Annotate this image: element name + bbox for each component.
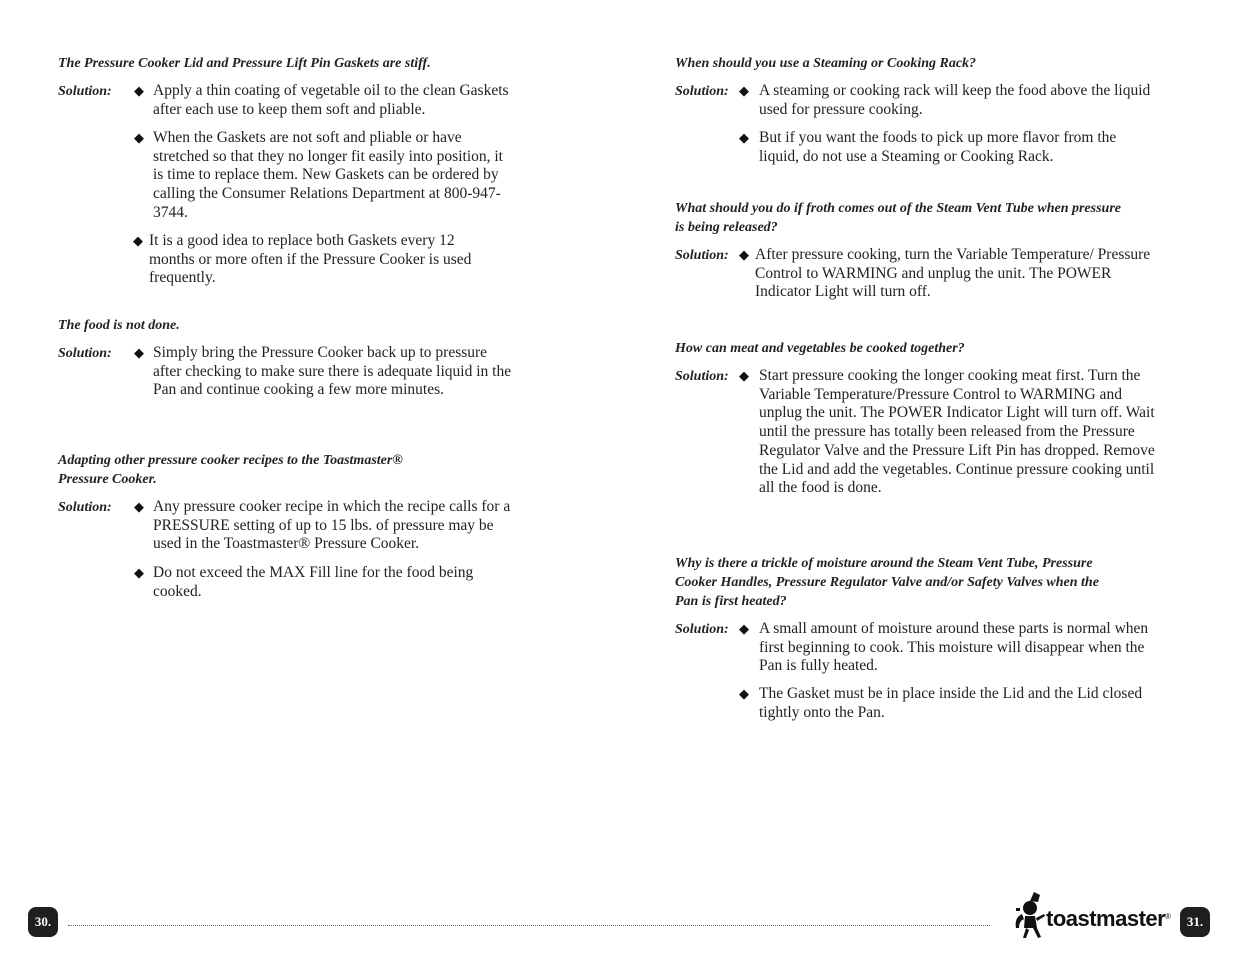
chef-mascot-icon [1010,890,1046,940]
dotted-rule [68,925,990,926]
solution-item [759,685,1149,722]
bullet-diamond-icon: ◆ [739,686,749,701]
bullet-diamond-icon: ◆ [739,247,749,262]
question-adapting-recipes-line2: Pressure Cooker. [58,472,157,487]
question-lid-gaskets-stiff: The Pressure Cooker Lid and Pressure Lift Pin Gaskets are stiff. [58,56,431,71]
bullet-diamond-icon: ◆ [739,368,749,383]
brand-wordmark: toastmaster [1046,906,1166,931]
bullet-diamond-icon: ◆ [134,565,144,580]
solution-label: Solution: [675,248,729,263]
solution-label: Solution: [58,346,112,361]
solution-label: Solution: [675,84,729,99]
question-steaming-rack: When should you use a Steaming or Cooking Rack? [675,56,977,71]
solution-text: But if you want the foods to pick up more flavor from the liquid, do not use a Steaming or Cooking Rack. [759,129,1117,165]
bullet-diamond-icon: ◆ [134,345,144,360]
solution-item [153,498,515,554]
solution-text: The Gasket must be in place inside the Lid and the Lid closed tightly onto the Pan. [759,685,1143,721]
solution-item [149,232,501,288]
bullet-diamond-icon: ◆ [739,621,749,636]
solution-text: Start pressure cooking the longer cooking meat first. Turn the Variable Temperature/Pressure Control to WARMING and unplug the unit. The POWER Indicator Light will turn off. Wait until the pressure has totally been released from the Pressure Regulator Valve and the Pressure Lift Pin has dropped. Remove the Lid and add the vegetables. Continue pressure cooking until all the food is done. [759,367,1155,497]
solution-label: Solution: [675,622,729,637]
solution-label: Solution: [58,84,112,99]
question-moisture-line1: Why is there a trickle of moisture around the Steam Vent Tube, Pressure [675,556,1093,571]
solution-item [759,129,1157,166]
question-moisture-line3: Pan is first heated? [675,594,787,609]
solution-label: Solution: [675,369,729,384]
bullet-diamond-icon: ◆ [134,83,144,98]
question-adapting-recipes-line1: Adapting other pressure cooker recipes to the Toastmaster® [58,453,403,468]
question-food-not-done: The food is not done. [58,318,180,333]
solution-label: Solution: [58,500,112,515]
solution-item [153,344,513,400]
solution-item [153,564,483,601]
bullet-diamond-icon: ◆ [134,130,144,145]
solution-text: After pressure cooking, turn the Variable Temperature/ Pressure Control to WARMING and unplug the unit. The POWER Indicator Light will turn off. [755,246,1151,301]
question-meat-vegetables: How can meat and vegetables be cooked together? [675,341,965,356]
bullet-diamond-icon: ◆ [739,83,749,98]
bullet-diamond-icon: ◆ [133,233,143,248]
solution-text: It is a good idea to replace both Gaskets every 12 months or more often if the Pressure Cooker is used frequently. [149,232,472,287]
registered-mark: ® [1165,912,1171,921]
solution-item [759,367,1159,498]
solution-item [153,82,517,119]
solution-text: A small amount of moisture around these parts is normal when first beginning to cook. This moisture will disappear when the Pan is fully heated. [759,620,1149,675]
question-moisture-line2: Cooker Handles, Pressure Regulator Valve and/or Safety Valves when the [675,575,1099,590]
bullet-diamond-icon: ◆ [134,499,144,514]
solution-item [759,620,1159,676]
question-froth-line2: is being released? [675,220,778,235]
toastmaster-logo [1010,890,1170,940]
page-number-left: 30. [28,907,58,937]
solution-text: Do not exceed the MAX Fill line for the food being cooked. [153,564,474,600]
bullet-diamond-icon: ◆ [739,130,749,145]
page-number-right: 31. [1180,907,1210,937]
solution-text: When the Gaskets are not soft and pliable or have stretched so that they no longer fit easily into position, it is time to replace them. New Gaskets can be ordered by calling the Consumer Relations Department at 800-947-3744. [153,129,503,221]
solution-item [759,82,1157,119]
solution-text: Simply bring the Pressure Cooker back up to pressure after checking to make sure there is adequate liquid in the Pan and continue cooking a few more minutes. [153,344,512,399]
solution-text: A steaming or cooking rack will keep the food above the liquid used for pressure cooking. [759,82,1151,118]
solution-item [755,246,1153,302]
question-froth-line1: What should you do if froth comes out of the Steam Vent Tube when pressure [675,201,1121,216]
solution-item [153,129,517,223]
solution-text: Apply a thin coating of vegetable oil to the clean Gaskets after each use to keep them soft and pliable. [153,82,509,118]
solution-text: Any pressure cooker recipe in which the recipe calls for a PRESSURE setting of up to 15 lbs. of pressure may be used in the Toastmaster® Pressure Cooker. [153,498,511,553]
